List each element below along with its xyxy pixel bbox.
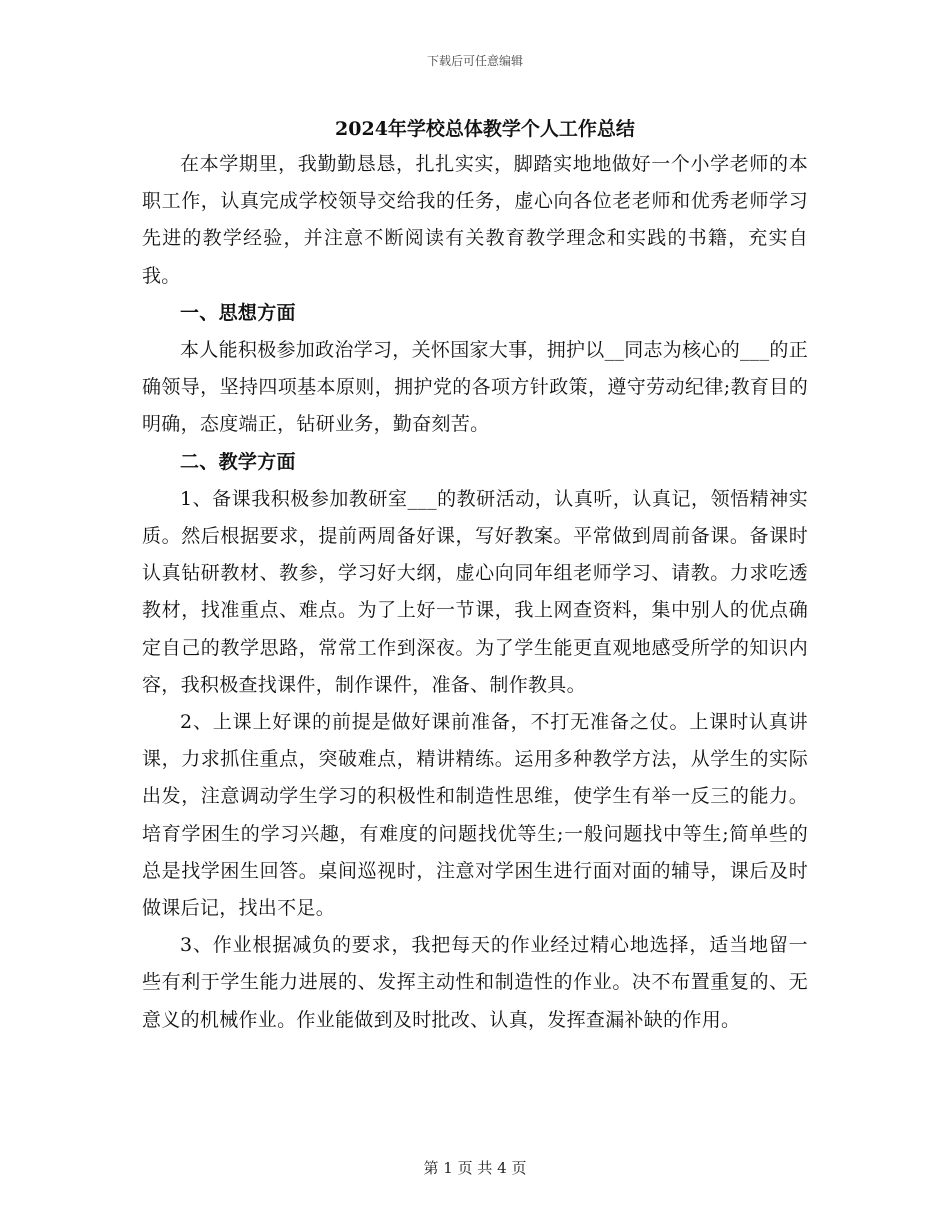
homework-paragraph: 3、作业根据减负的要求，我把每天的作业经过精心地选择，适当地留一些有利于学生能力进展的、发挥主动性和制造性的作业。决不布置重复的、无意义的机械作业。作业能做到及时批改、认真，发挥查漏补缺的作用。 <box>142 934 808 1031</box>
section-heading-teaching: 二、教学方面 <box>180 450 296 473</box>
intro-paragraph: 在本学期里，我勤勤恳恳，扎扎实实，脚踏实地地做好一个小学老师的本职工作，认真完成学校领导交给我的任务，虚心向各位老老师和优秀老师学习先进的教学经验，并注意不断阅读有关教育教学理念和实践的书籍，充实自我。 <box>142 153 808 287</box>
ideology-paragraph: 本人能积极参加政治学习，关怀国家大事，拥护以__同志为核心的___的正确领导，坚持四项基本原则，拥护党的各项方针政策，遵守劳动纪律;教育目的明确，态度端正，钻研业务，勤奋刻苦。 <box>142 339 809 436</box>
document-title: 2024年学校总体教学个人工作总结 <box>335 118 635 140</box>
page-number: 第 1 页 共 4 页 <box>423 1159 527 1177</box>
lesson-prep-paragraph: 1、备课我积极参加教研室___的教研活动，认真听，认真记，领悟精神实质。然后根据要求，提前两周备好课，写好教案。平常做到周前备课。备课时认真钻研教材、教参，学习好大纲，虚心向同年组老师学习、请教。力求吃透教材，找准重点、难点。为了上好一节课，我上网查资料，集中别人的优点确定自己的教学思路，常常工作到深夜。为了学生能更直观地感受所学的知识内容，我积极查找课件，制作课件，准备、制作教具。 <box>142 487 808 696</box>
page-header-note: 下载后可任意编辑 <box>426 54 523 68</box>
section-heading-ideology: 一、思想方面 <box>180 301 296 324</box>
class-teaching-paragraph: 2、上课上好课的前提是做好课前准备，不打无准备之仗。上课时认真讲课，力求抓住重点，突破难点，精讲精练。运用多种教学方法，从学生的实际出发，注意调动学生学习的积极性和制造性思维，使学生有举一反三的能力。培育学困生的学习兴趣，有难度的问题找优等生;一般问题找中等生;简单些的总是找学困生回答。桌间巡视时，注意对学困生进行面对面的辅导，课后及时做课后记，找出不足。 <box>142 711 808 920</box>
document-body <box>142 112 808 1039</box>
